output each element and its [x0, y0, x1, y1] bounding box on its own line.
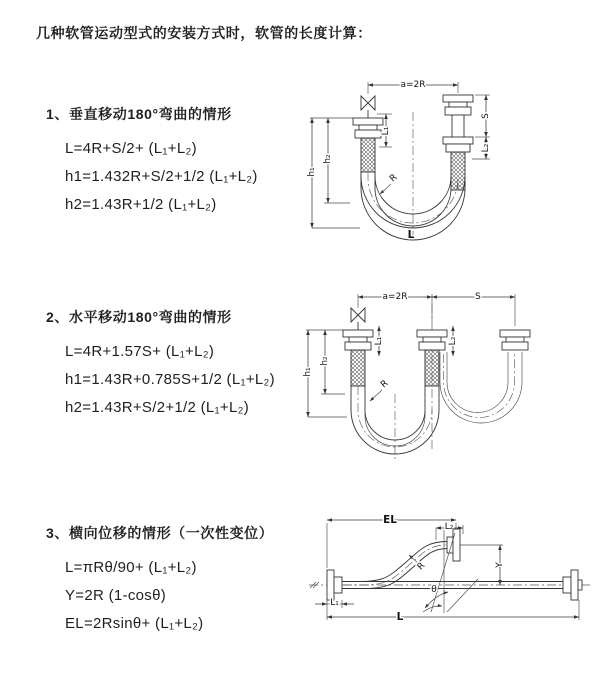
dim-label-theta: θ	[431, 585, 437, 595]
dimension-y	[460, 545, 505, 585]
formula-line: Y=2R (1-cosθ)	[65, 587, 167, 604]
formula-line: EL=2Rsinθ+ (L₁+L₂)	[65, 615, 204, 632]
flange-connector-right	[443, 95, 473, 190]
dimension-a2r	[368, 80, 458, 94]
dim-label-l: L	[396, 611, 404, 623]
formula-line: h1=1.43R+0.785S+1/2 (L₁+L₂)	[65, 371, 275, 388]
dimension-l	[327, 600, 579, 623]
diagram-vertical-180-bend	[300, 70, 600, 260]
dimension-h1	[307, 118, 360, 228]
dimension-s	[475, 95, 491, 137]
dim-label-l2: L₂	[481, 143, 491, 153]
u-bend-hose-position2	[440, 352, 522, 423]
formula-line: h2=1.43R+S/2+1/2 (L₁+L₂)	[65, 399, 250, 416]
section-vertical-180	[46, 104, 316, 219]
dim-label-l2: L₂	[444, 522, 454, 532]
dim-label-a2r: a=2R	[400, 80, 426, 90]
dim-label-s: S	[475, 292, 481, 302]
radius-leader	[370, 379, 390, 401]
flange-upper-right	[447, 529, 460, 561]
formula-line: L=4R+1.57S+ (L₁+L₂)	[65, 343, 215, 360]
section-2-heading: 2、水平移动180°弯曲的情形	[46, 309, 232, 325]
dim-label-r: R	[388, 172, 400, 185]
dim-label-s: S	[481, 113, 491, 119]
flange-connector-left	[353, 118, 383, 172]
dimension-l1	[374, 326, 384, 356]
dim-label-h1: h₁	[303, 367, 313, 377]
dim-label-a2r: a=2R	[382, 292, 408, 302]
formula-line: h1=1.432R+S/2+1/2 (L₁+L₂)	[65, 168, 258, 185]
section-lateral-displacement	[46, 523, 316, 638]
braided-hose	[351, 350, 365, 386]
flange-connector-middle	[417, 330, 447, 386]
section-horizontal-180	[46, 307, 316, 422]
dim-label-y: Y	[495, 562, 505, 568]
page-title: 几种软管运动型式的安装方式时，软管的长度计算：	[36, 25, 372, 41]
dim-label-r: R	[379, 378, 391, 391]
dim-label-l1: L₁	[381, 126, 391, 136]
section-3-heading: 3、横向位移的情形（一次性变位）	[46, 525, 274, 541]
radius-leader	[380, 173, 399, 194]
dimension-l2	[448, 326, 458, 356]
dimension-h2	[306, 330, 345, 394]
braided-hose	[425, 350, 439, 386]
flange-connector-left	[343, 330, 373, 386]
formula-line: L=πRθ/90+ (L₁+L₂)	[65, 559, 197, 576]
valve-icon	[351, 294, 365, 330]
dim-label-h2: h₂	[320, 356, 330, 366]
dimension-s	[432, 292, 515, 302]
flange-connector-right	[500, 330, 530, 350]
braided-hose	[361, 138, 375, 172]
dim-label-l2: L₂	[448, 336, 458, 346]
dim-label-el: EL	[383, 514, 397, 526]
dim-label-r: R	[415, 560, 428, 573]
formula-line: h2=1.43R+1/2 (L₁+L₂)	[65, 196, 217, 213]
section-1-heading: 1、垂直移动180°弯曲的情形	[46, 106, 232, 122]
dimension-l2	[472, 137, 491, 159]
dimension-el	[327, 514, 456, 568]
diagram-horizontal-180-bend	[295, 282, 600, 467]
dim-label-h2: h₂	[323, 154, 333, 164]
diagram-lateral-displacement	[295, 500, 600, 650]
dimension-h2	[310, 118, 353, 203]
flange-left	[327, 570, 342, 600]
dim-label-l: L	[407, 229, 415, 241]
formula-line: L=4R+S/2+ (L₁+L₂)	[65, 140, 197, 157]
dim-label-h1: h₁	[307, 167, 317, 177]
dim-label-l1: L₁	[374, 336, 384, 346]
dimension-l1	[315, 598, 354, 608]
valve-icon	[361, 96, 375, 118]
dim-label-l1: L₁	[330, 598, 339, 608]
